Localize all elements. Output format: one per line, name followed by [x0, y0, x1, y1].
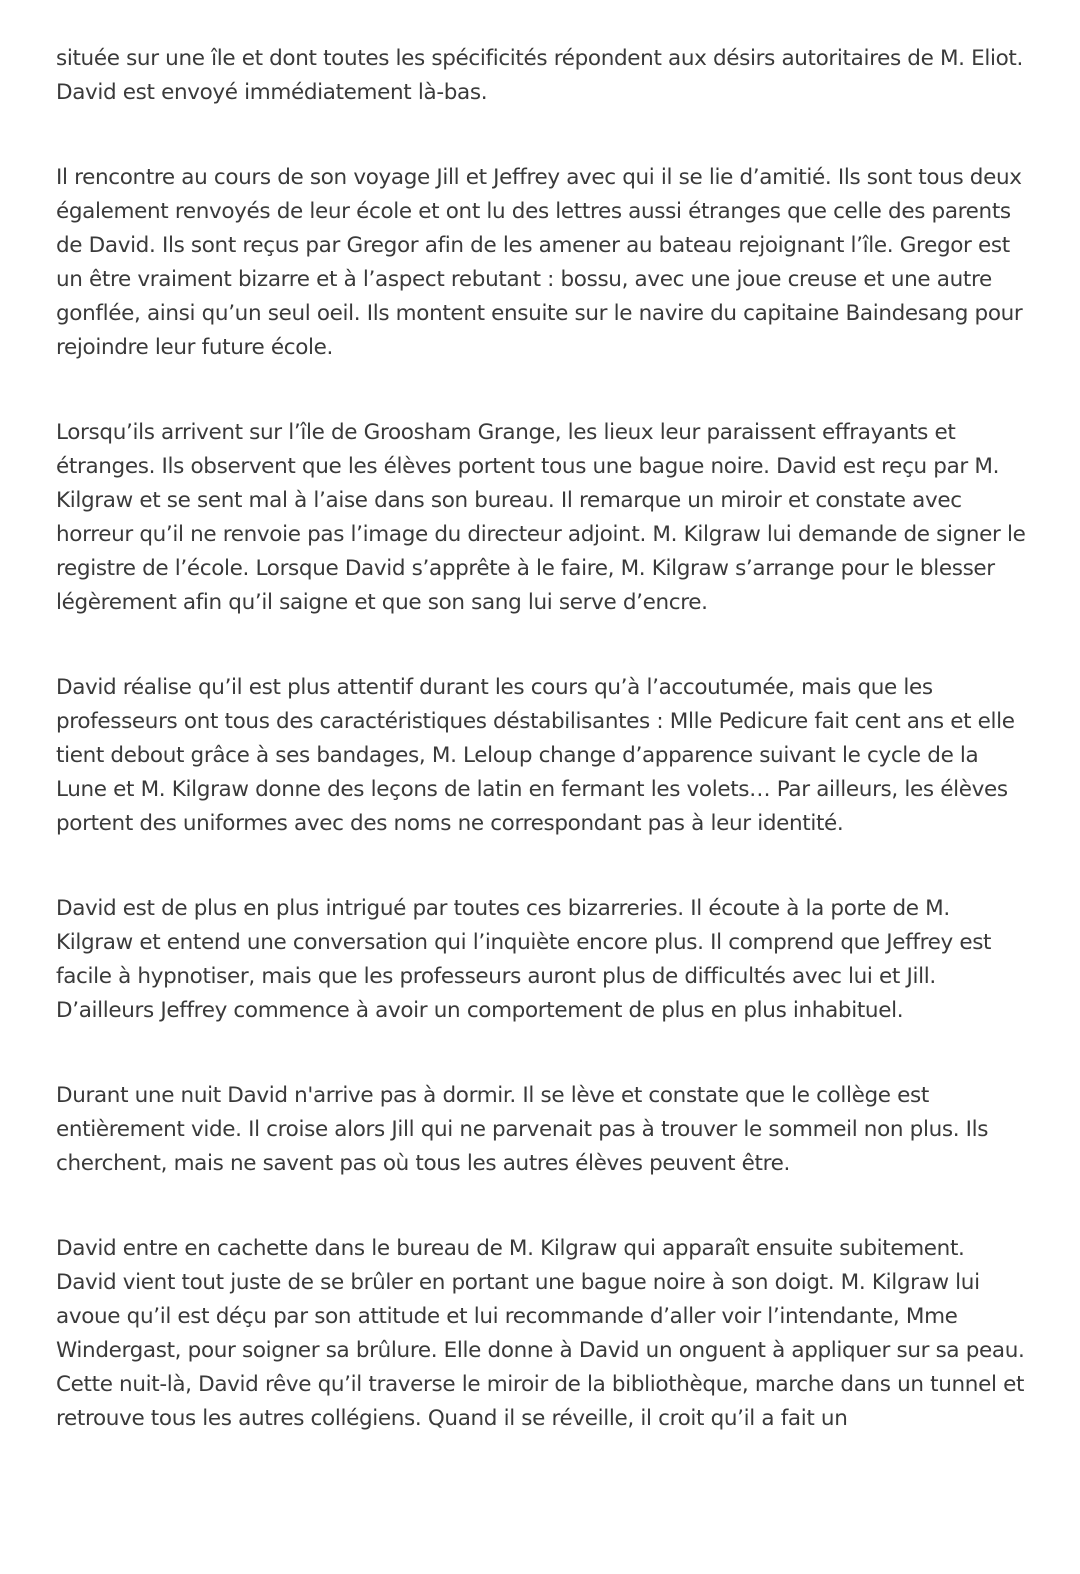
- paragraph-5: David est de plus en plus intrigué par toutes ces bizarreries. Il écoute à la porte de M. Kilgraw et entend une conversation qui l’inquiète encore plus. Il comprend que Jeffrey est facile à hypnotiser, mais que les professeurs auront plus de difficultés avec lui et Jill. D’ailleurs Jeffrey commence à avoir un comportement de plus en plus inhabituel.: [56, 896, 992, 1023]
- paragraph-3: Lorsqu’ils arrivent sur l’île de Groosham Grange, les lieux leur paraissent effrayants et étranges. Ils observent que les élèves portent tous une bague noire. David est reçu par M. Kilgraw et se sent mal à l’aise dans son bureau. Il remarque un miroir et constate avec horreur qu’il ne renvoie pas l’image du directeur adjoint. M. Kilgraw lui demande de signer le registre de l’école. Lorsque David s’apprête à le faire, M. Kilgraw s’arrange pour le blesser légèrement afin qu’il saigne et que son sang lui serve d’encre.: [56, 420, 1026, 615]
- paragraph-6: Durant une nuit David n'arrive pas à dormir. Il se lève et constate que le collège est entièrement vide. Il croise alors Jill qui ne parvenait pas à trouver le sommeil non plus. Ils cherchent, mais ne savent pas où tous les autres élèves peuvent être.: [56, 1083, 989, 1176]
- paragraph-1: située sur une île et dont toutes les spécificités répondent aux désirs autoritaires de M. Eliot. David est envoyé immédiatement là-bas.: [56, 46, 1023, 105]
- paragraph-4: David réalise qu’il est plus attentif durant les cours qu’à l’accoutumée, mais que les professeurs ont tous des caractéristiques déstabilisantes : Mlle Pedicure fait cent ans et elle tient debout grâce à ses bandages, M. Leloup change d’apparence suivant le cycle de la Lune et M. Kilgraw donne des leçons de latin en fermant les volets… Par ailleurs, les élèves portent des uniformes avec des noms ne correspondant pas à leur identité.: [56, 675, 1015, 836]
- document-body: [56, 42, 1031, 1436]
- paragraph-7: David entre en cachette dans le bureau de M. Kilgraw qui apparaît ensuite subitement. David vient tout juste de se brûler en portant une bague noire à son doigt. M. Kilgraw lui avoue qu’il est déçu par son attitude et lui recommande d’aller voir l’intendante, Mme Windergast, pour soigner sa brûlure. Elle donne à David un onguent à appliquer sur sa peau. Cette nuit-là, David rêve qu’il traverse le miroir de la bibliothèque, marche dans un tunnel et retrouve tous les autres collégiens. Quand il se réveille, il croit qu’il a fait un: [56, 1236, 1025, 1431]
- paragraph-2: Il rencontre au cours de son voyage Jill et Jeffrey avec qui il se lie d’amitié. Ils sont tous deux également renvoyés de leur école et ont lu des lettres aussi étranges que celle des parents de David. Ils sont reçus par Gregor afin de les amener au bateau rejoignant l’île. Gregor est un être vraiment bizarre et à l’aspect rebutant : bossu, avec une joue creuse et une autre gonflée, ainsi qu’un seul oeil. Ils montent ensuite sur le navire du capitaine Baindesang pour rejoindre leur future école.: [56, 165, 1023, 360]
